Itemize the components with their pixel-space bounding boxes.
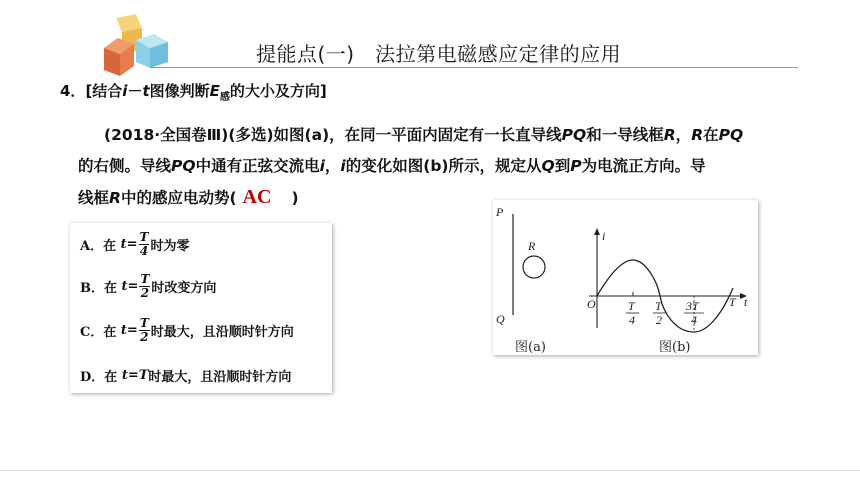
i-axis-arrow-icon	[594, 228, 600, 235]
svg-text:T: T	[655, 299, 662, 313]
title-divider	[150, 67, 798, 68]
label-r: R	[528, 239, 536, 253]
label-i: i	[602, 229, 606, 243]
option-a[interactable]: A．在 t = $\frac{T}{4}$ 时为零	[80, 230, 190, 258]
option-d[interactable]: D．在 t = T 时最大，且沿顺时针方向	[80, 368, 292, 385]
answer-text: AC	[242, 186, 272, 208]
figure-panel	[493, 200, 758, 355]
figure-svg	[493, 200, 758, 355]
svg-text:T: T	[628, 299, 635, 313]
svg-text:4: 4	[691, 313, 697, 327]
question-topic: 4．[结合i－t图像判断$E_感$的大小及方向]	[60, 82, 327, 103]
option-c[interactable]: C．在 t = $\frac{T}{2}$ 时最大，且沿顺时针方向	[80, 316, 294, 344]
caption-a: 图(a)	[515, 340, 546, 355]
svg-text:4: 4	[629, 313, 635, 327]
svg-text:T: T	[729, 295, 736, 309]
stem-line-1: (2018·全国卷Ⅲ)(多选)如图(a)，在同一平面内固定有一长直导线PQ和一导线框R，R在PQ	[104, 126, 744, 144]
footer-divider	[0, 470, 860, 471]
label-p: P	[496, 205, 504, 219]
options-panel	[70, 223, 332, 393]
svg-text:3T: 3T	[686, 299, 699, 313]
option-b[interactable]: B．在 t = $\frac{T}{2}$ 时改变方向	[80, 272, 217, 300]
stem-line-2: 的右侧。导线PQ中通有正弦交流电i，i的变化如图(b)所示，规定从Q到P为电流正方向。导	[78, 157, 706, 175]
page-title: 提能点(一) 法拉第电磁感应定律的应用	[256, 42, 622, 66]
stem-line-3: 线框R中的感应电动势( AC )	[78, 186, 299, 208]
caption-b: 图(b)	[659, 340, 691, 355]
svg-text:2: 2	[656, 313, 662, 327]
label-origin: O	[587, 297, 596, 311]
logo-cubes-icon	[96, 14, 174, 80]
label-q: Q	[496, 312, 505, 326]
loop-r	[523, 256, 545, 278]
label-t: t	[744, 295, 748, 309]
